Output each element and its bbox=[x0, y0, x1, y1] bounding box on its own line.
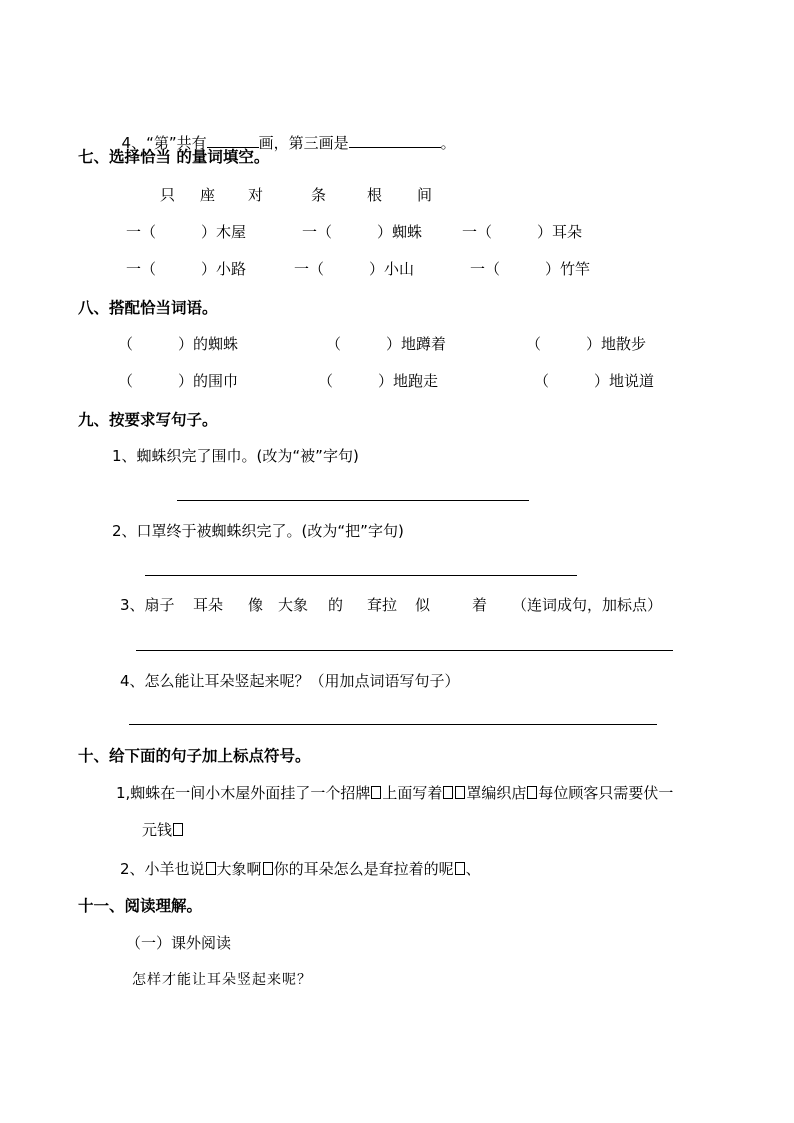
word-tile: 像 bbox=[248, 596, 264, 614]
sentence-fragment: 你的耳朵怎么是耷拉着的呢 bbox=[273, 860, 454, 878]
measure-word: 间 bbox=[417, 186, 433, 204]
subsection-label: （一）课外阅读 bbox=[126, 934, 232, 952]
sentence-fragment: 上面写着 bbox=[382, 784, 443, 802]
section-10-heading: 十、给下面的句子加上标点符号。 bbox=[78, 747, 311, 765]
fill-item[interactable]: 一（ ）耳朵 bbox=[462, 223, 583, 241]
punctuation-sentence-2 bbox=[120, 859, 481, 879]
punctuation-sentence-1 bbox=[116, 783, 673, 803]
sentence-fragment: 每位顾客只需要伏一 bbox=[538, 784, 674, 802]
q4-suffix: 。 bbox=[440, 134, 456, 152]
word-tile: 耳朵 bbox=[193, 596, 224, 614]
fill-item[interactable]: 一（ ）木屋 bbox=[126, 223, 247, 241]
question-text: 4、怎么能让耳朵竖起来呢？（用加点词语写句子） bbox=[120, 672, 460, 690]
reading-title: 怎样才能让耳朵竖起来呢？ bbox=[132, 972, 312, 988]
punctuation-box[interactable] bbox=[443, 786, 453, 799]
word-tile: 大象 bbox=[278, 596, 309, 614]
word-tile: 着 bbox=[472, 596, 488, 614]
punctuation-box[interactable] bbox=[206, 862, 216, 875]
answer-line[interactable] bbox=[177, 500, 529, 501]
word-tile: 耷拉 bbox=[367, 596, 398, 614]
punctuation-box[interactable] bbox=[527, 786, 537, 799]
punctuation-box[interactable] bbox=[173, 823, 183, 836]
fill-item[interactable]: 一（ ）竹竿 bbox=[470, 260, 591, 278]
fill-item[interactable]: 一（ ）小山 bbox=[294, 260, 415, 278]
section-8-heading: 八、搭配恰当词语。 bbox=[78, 299, 218, 317]
word-tile: 3、扇子 bbox=[120, 596, 175, 614]
measure-word: 对 bbox=[248, 186, 264, 204]
answer-blank[interactable] bbox=[207, 131, 259, 148]
word-tile: 的 bbox=[328, 596, 344, 614]
section-7-heading: 七、选择恰当 的量词填空。 bbox=[78, 148, 270, 166]
word-tile: 似 bbox=[415, 596, 431, 614]
fill-item[interactable]: （ ）地说道 bbox=[534, 372, 655, 390]
sentence-fragment: 1,蜘蛛在一间小木屋外面挂了一个招牌 bbox=[116, 784, 371, 802]
fill-item[interactable]: （ ）地跑走 bbox=[318, 372, 439, 390]
punctuation-box[interactable] bbox=[263, 862, 273, 875]
measure-word: 条 bbox=[311, 186, 327, 204]
fill-item[interactable]: 一（ ）蜘蛛 bbox=[302, 223, 423, 241]
question-text: 1、蜘蛛织完了围巾。(改为“被”字句) bbox=[112, 447, 359, 465]
q4-prefix: 4、“第”共有 bbox=[121, 134, 207, 152]
fill-item[interactable]: （ ）的蜘蛛 bbox=[118, 335, 239, 353]
answer-line[interactable] bbox=[136, 650, 673, 651]
sentence-fragment: 2、小羊也说 bbox=[120, 860, 205, 878]
fill-item[interactable]: （ ）地蹲着 bbox=[326, 335, 447, 353]
question-instruction: （连词成句，加标点） bbox=[512, 596, 663, 614]
answer-line[interactable] bbox=[145, 575, 577, 576]
section-9-heading: 九、按要求写句子。 bbox=[78, 411, 218, 429]
sentence-fragment: 、 bbox=[465, 860, 481, 878]
punctuation-box[interactable] bbox=[371, 786, 381, 799]
measure-word: 根 bbox=[367, 186, 383, 204]
sentence-fragment: 罩编织店 bbox=[466, 784, 527, 802]
punctuation-box[interactable] bbox=[455, 862, 465, 875]
sentence-fragment: 大象啊 bbox=[216, 860, 262, 878]
fill-item[interactable]: 一（ ）小路 bbox=[126, 260, 247, 278]
punctuation-sentence-1-continued bbox=[142, 820, 184, 840]
section-11-heading: 十一、阅读理解。 bbox=[78, 897, 203, 915]
measure-word: 只 bbox=[160, 186, 176, 204]
punctuation-box[interactable] bbox=[455, 786, 465, 799]
fill-item[interactable]: （ ）的围巾 bbox=[118, 372, 239, 390]
measure-word: 座 bbox=[200, 186, 216, 204]
fill-item[interactable]: （ ）地散步 bbox=[526, 335, 647, 353]
answer-line[interactable] bbox=[129, 724, 657, 725]
question-text: 2、口罩终于被蜘蛛织完了。(改为“把”字句) bbox=[112, 522, 404, 540]
sentence-fragment: 元钱 bbox=[142, 821, 173, 839]
answer-blank[interactable] bbox=[349, 131, 441, 148]
q4-middle: 画，第三画是 bbox=[258, 134, 349, 152]
